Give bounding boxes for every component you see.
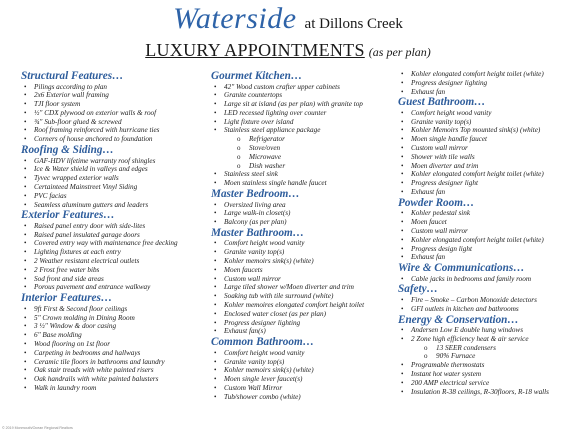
feature-item: • Wood flooring on 1st floor [21, 340, 201, 349]
feature-item: • Stainless steel appliance package [211, 126, 396, 135]
feature-item: • Programable thermostats [398, 361, 574, 370]
section-powder-room [398, 197, 574, 262]
feature-list [21, 222, 201, 292]
feature-item: • Kohler pedestal sink [398, 209, 574, 218]
feature-item: • Insulation R-38 ceilings, R-30floors, R-18 walls [398, 388, 574, 397]
section-heading: Roofing & Siding… [21, 144, 114, 157]
feature-list [398, 326, 574, 344]
sub-feature-item: o Refrigerator [211, 135, 396, 144]
feature-item: • Moen single lever faucet(s) [211, 375, 396, 384]
feature-list [211, 170, 396, 188]
section-heading: Master Bedroom… [211, 188, 300, 201]
column-middle [211, 70, 396, 402]
feature-item: • Granite vanity top(s) [211, 358, 396, 367]
feature-item: • Kohler memoirs sink(s) (white) [211, 366, 396, 375]
section-structural-features [21, 70, 201, 144]
sub-feature-item: o Stove/oven [211, 144, 396, 153]
feature-item: • Soaking tub with tile surround (white) [211, 292, 396, 301]
feature-item: • Progress designer light [398, 179, 574, 188]
feature-item: • Progress designer lighting [398, 79, 574, 88]
feature-item: • Kohler elongated comfort height toilet (white) [398, 236, 574, 245]
feature-list [398, 70, 574, 96]
feature-item: • Ice & Water shield in valleys and edges [21, 165, 201, 174]
brand-header [0, 2, 576, 36]
sub-feature-item: o Microwave [211, 153, 396, 162]
feature-item: • Seamless aluminum gutters and leaders [21, 201, 201, 210]
section-gourmet-kitchen [211, 70, 396, 188]
feature-item: • Large walk-in closet(s) [211, 209, 396, 218]
feature-item: • Balcony (as per plan) [211, 218, 396, 227]
section-continued [398, 70, 574, 96]
feature-item: • Roof framing reinforced with hurricane ties [21, 126, 201, 135]
section-heading: Gourmet Kitchen… [211, 70, 303, 82]
feature-item: • Carpeting in bedrooms and hallways [21, 349, 201, 358]
feature-item: • Light fixture over island [211, 118, 396, 127]
feature-item: • ½" CDX plywood on exterior walls & roof [21, 109, 201, 118]
sub-feature-list [398, 344, 574, 362]
section-heading: Wire & Communications… [398, 262, 525, 275]
feature-item: • Kohler Memoirs Top mounted sink(s) (white) [398, 126, 574, 135]
feature-item: • Moen faucets [211, 266, 396, 275]
feature-item: • Instant hot water system [398, 370, 574, 379]
page-subtitle: (as per plan) [368, 45, 431, 59]
feature-item: • Exhaust fan [398, 88, 574, 97]
feature-item: • 2 Weather resistant electrical outlets [21, 257, 201, 266]
page-heading [0, 40, 576, 61]
feature-item: • Progress design light [398, 245, 574, 254]
feature-item: • Custom Wall Mirror [211, 384, 396, 393]
feature-item: • Oak stair treads with white painted risers [21, 366, 201, 375]
section-master-bedroom [211, 188, 396, 227]
feature-item: • 42" Wood custom crafter upper cabinets [211, 83, 396, 92]
sub-feature-item: o 13 SEER condensers [398, 344, 574, 353]
feature-item: • Custom wall mirror [211, 275, 396, 284]
feature-item: • Sod front and side areas [21, 275, 201, 284]
feature-item: • 2x6 Exterior wall framing [21, 91, 201, 100]
feature-item: • 2 Frost free water bibs [21, 266, 201, 275]
feature-item: • GAF-HDV lifetime warranty roof shingles [21, 157, 201, 166]
feature-item: • 6" Base molding [21, 331, 201, 340]
feature-list [211, 83, 396, 136]
sub-feature-item: o 90% Furnace [398, 352, 574, 361]
section-common-bathroom [211, 336, 396, 401]
feature-item: • Moen faucet [398, 218, 574, 227]
feature-item: • Moen diverter and trim [398, 162, 574, 171]
section-heading: Interior Features… [21, 292, 113, 305]
feature-item: • Andersen Low E double hung windows [398, 326, 574, 335]
feature-list [398, 275, 574, 284]
brand-place: at Dillons Creek [304, 16, 403, 32]
feature-item: • TJI floor system [21, 100, 201, 109]
feature-item: • Oak handrails with white painted balusters [21, 375, 201, 384]
section-heading: Exterior Features… [21, 209, 115, 222]
feature-item: • Tub/shower combo (white) [211, 393, 396, 402]
feature-item: • Cable jacks in bedrooms and family room [398, 275, 574, 284]
feature-item: • Granite vanity top(s) [398, 118, 574, 127]
feature-item: • 3 ½" Window & door casing [21, 322, 201, 331]
feature-item: • LED recessed lighting over counter [211, 109, 396, 118]
brand-script-title: Waterside [173, 2, 297, 35]
feature-item: • 5" Crown molding in Dining Room [21, 314, 201, 323]
feature-item: • Comfort height wood vanity [211, 239, 396, 248]
feature-item: • 2 Zone high efficiency heat & air service [398, 335, 574, 344]
feature-item: • Large tiled shower w/Moen diverter and trim [211, 283, 396, 292]
feature-item: • Raised panel entry door with side-lites [21, 222, 201, 231]
feature-item: • Lighting fixtures at each entry [21, 248, 201, 257]
feature-item: • Comfort height wood vanity [398, 109, 574, 118]
feature-item: • ¾" Sub-floor glued & screwed [21, 118, 201, 127]
feature-item: • Kohler elongated comfort height toilet (white) [398, 70, 574, 79]
section-heading: Common Bathroom… [211, 336, 314, 349]
sub-feature-item: o Dish washer [211, 162, 396, 171]
feature-item: • Exhaust fan [398, 188, 574, 197]
feature-item: • Custom wall mirror [398, 227, 574, 236]
feature-item: • Raised panel insulated garage doors [21, 231, 201, 240]
feature-list [211, 349, 396, 402]
feature-item: • Granite vanity top(s) [211, 248, 396, 257]
feature-list [398, 296, 574, 314]
feature-item: • Certainteed Mainstreet Vinyl Siding [21, 183, 201, 192]
feature-item: • PVC facias [21, 192, 201, 201]
feature-list [398, 209, 574, 262]
feature-item: • Custom wall mirror [398, 144, 574, 153]
feature-item: • Stainless steel sink [211, 170, 396, 179]
page-title: LUXURY APPOINTMENTS [145, 40, 365, 60]
section-roofing-siding [21, 144, 201, 209]
section-wire-communications [398, 262, 574, 283]
feature-item: • Kohler elongated comfort height toilet (white) [398, 170, 574, 179]
feature-item: • Kohler memoires elongated comfort height toilet [211, 301, 396, 310]
feature-item: • Exhaust fan(s) [211, 327, 396, 336]
feature-item: • Corners of house anchored to foundation [21, 135, 201, 144]
feature-item: • Moen stainless single handle faucet [211, 179, 396, 188]
feature-item: • Porous pavement and entrance walkway [21, 283, 201, 292]
section-master-bathroom [211, 227, 396, 336]
feature-item: • Enclosed water closet (as per plan) [211, 310, 396, 319]
feature-list [398, 109, 574, 197]
column-left [21, 70, 201, 393]
feature-item: • Covered entry way with maintenance free decking [21, 239, 201, 248]
section-exterior-features [21, 209, 201, 292]
feature-item: • Pilings according to plan [21, 83, 201, 92]
feature-item: • Fire – Smoke – Carbon Monoxide detectors [398, 296, 574, 305]
section-heading: Structural Features… [21, 70, 124, 82]
feature-item: • Exhaust fan [398, 253, 574, 262]
feature-item: • Oversized living area [211, 201, 396, 210]
column-right [398, 70, 574, 396]
feature-item: • Kohler memoirs sink(s) (white) [211, 257, 396, 266]
feature-list [398, 361, 574, 396]
section-heading: Master Bathroom… [211, 226, 304, 239]
feature-list [21, 83, 201, 145]
feature-item: • Large sit at island (as per plan) with granite top [211, 100, 396, 109]
feature-item: • Ceramic tile floors in bathrooms and laundry [21, 358, 201, 367]
feature-item: • Comfort height wood vanity [211, 349, 396, 358]
feature-item: • Moen single handle faucet [398, 135, 574, 144]
section-energy-conservation [398, 314, 574, 397]
feature-item: • Tyvec wrapped exterior walls [21, 174, 201, 183]
section-heading: Guest Bathroom… [398, 96, 486, 109]
feature-item: • 9ft First & Second floor ceilings [21, 305, 201, 314]
section-heading: Safety… [398, 283, 438, 296]
feature-list [21, 305, 201, 393]
feature-item: • Shower with tile walls [398, 153, 574, 162]
feature-list [211, 201, 396, 227]
feature-list [211, 239, 396, 336]
footer-credit: © 2019 Monmouth/Ocean Regional Realtors [2, 426, 73, 430]
section-interior-features [21, 292, 201, 392]
feature-item: • Walk in laundry room [21, 384, 201, 393]
feature-item: • Progress designer lighting [211, 319, 396, 328]
section-heading: Powder Room… [398, 196, 475, 209]
feature-item: • GFI outlets in kitchen and bathrooms [398, 305, 574, 314]
feature-list [21, 157, 201, 210]
section-guest-bathroom [398, 96, 574, 196]
feature-item: • 200 AMP electrical service [398, 379, 574, 388]
section-heading: Energy & Conservation… [398, 313, 519, 326]
section-safety [398, 283, 574, 313]
sub-feature-list [211, 135, 396, 170]
feature-item: • Granite countertops [211, 91, 396, 100]
